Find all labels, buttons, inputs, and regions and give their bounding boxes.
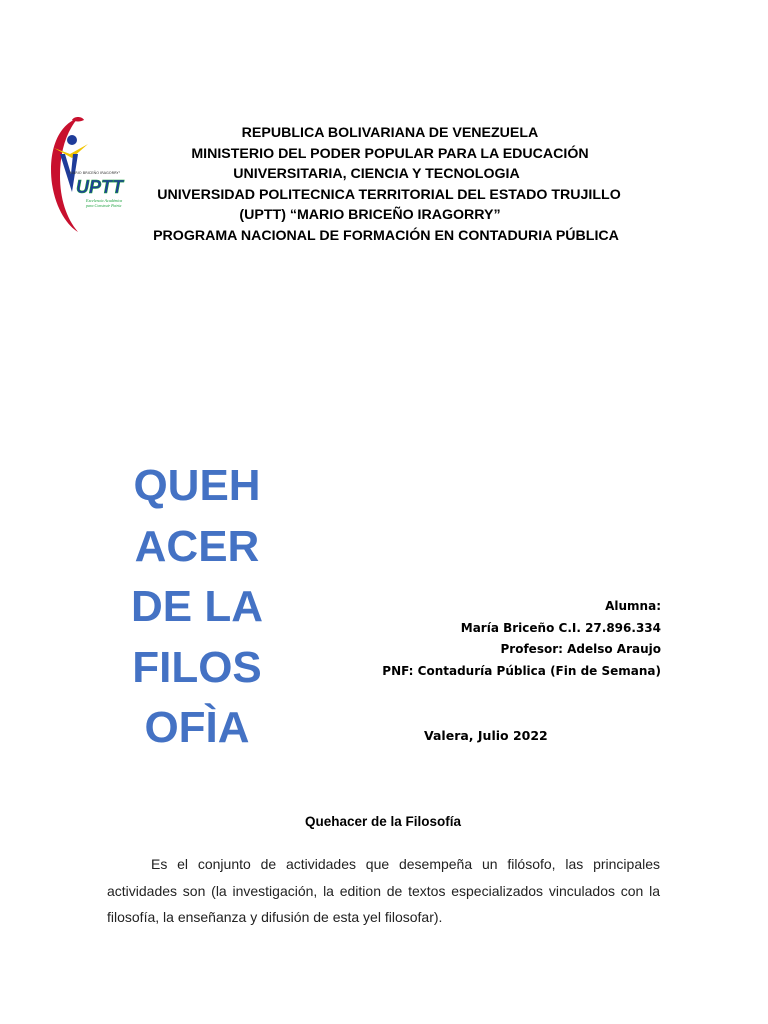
logo-uptt-text: UPTT	[76, 177, 123, 197]
program-name: PNF: Contaduría Pública (Fin de Semana)	[382, 663, 661, 678]
header-line-uptt: (UPTT) “MARIO BRICEÑO IRAGORRY”	[239, 207, 501, 224]
place-date: Valera, Julio 2022	[424, 728, 548, 743]
author-info	[382, 596, 661, 682]
logo-slogan-line1: Excelencia Académica	[86, 198, 123, 203]
section-heading	[0, 813, 768, 831]
institution-header	[120, 123, 640, 247]
document-title	[112, 456, 282, 759]
title-line: QUEH	[133, 461, 261, 510]
header-line-university-science: UNIVERSITARIA, CIENCIA Y TECNOLOGIA	[233, 166, 520, 183]
title-line: OFÌA	[144, 703, 250, 752]
student-name: María Briceño C.I. 27.896.334	[460, 620, 661, 635]
header-line-republic: REPUBLICA BOLIVARIANA DE VENEZUELA	[241, 125, 539, 141]
logo-top-text: "MARIO BRICEÑO IRAGORRY"	[68, 171, 121, 175]
logo-slogan-line2: para Construir Patria	[86, 203, 122, 208]
title-line: FILOS	[132, 642, 262, 692]
title-line: DE LA	[131, 582, 263, 631]
header-line-program: PROGRAMA NACIONAL DE FORMACIÓN EN CONTADURIA PÚBLICA	[153, 227, 619, 244]
section-heading-text: Quehacer de la Filosofía	[304, 814, 462, 829]
student-label: Alumna:	[605, 599, 661, 613]
logo-figure-head	[67, 135, 77, 145]
header-line-university: UNIVERSIDAD POLITECNICA TERRITORIAL DEL ESTADO TRUJILLO	[157, 186, 621, 203]
teacher-name: Profesor: Adelso Araujo	[500, 642, 661, 656]
body-paragraph: Es el conjunto de actividades que desempeña un filósofo, las principales actividades son (la investigación, la edition de textos especializados vinculados con la filosofía, la enseñanza y difusión de esta yel filosofar).	[107, 856, 660, 925]
title-line: ACER	[134, 521, 260, 571]
header-line-ministry: MINISTERIO DEL PODER POPULAR PARA LA EDUCACIÓN	[191, 145, 589, 162]
